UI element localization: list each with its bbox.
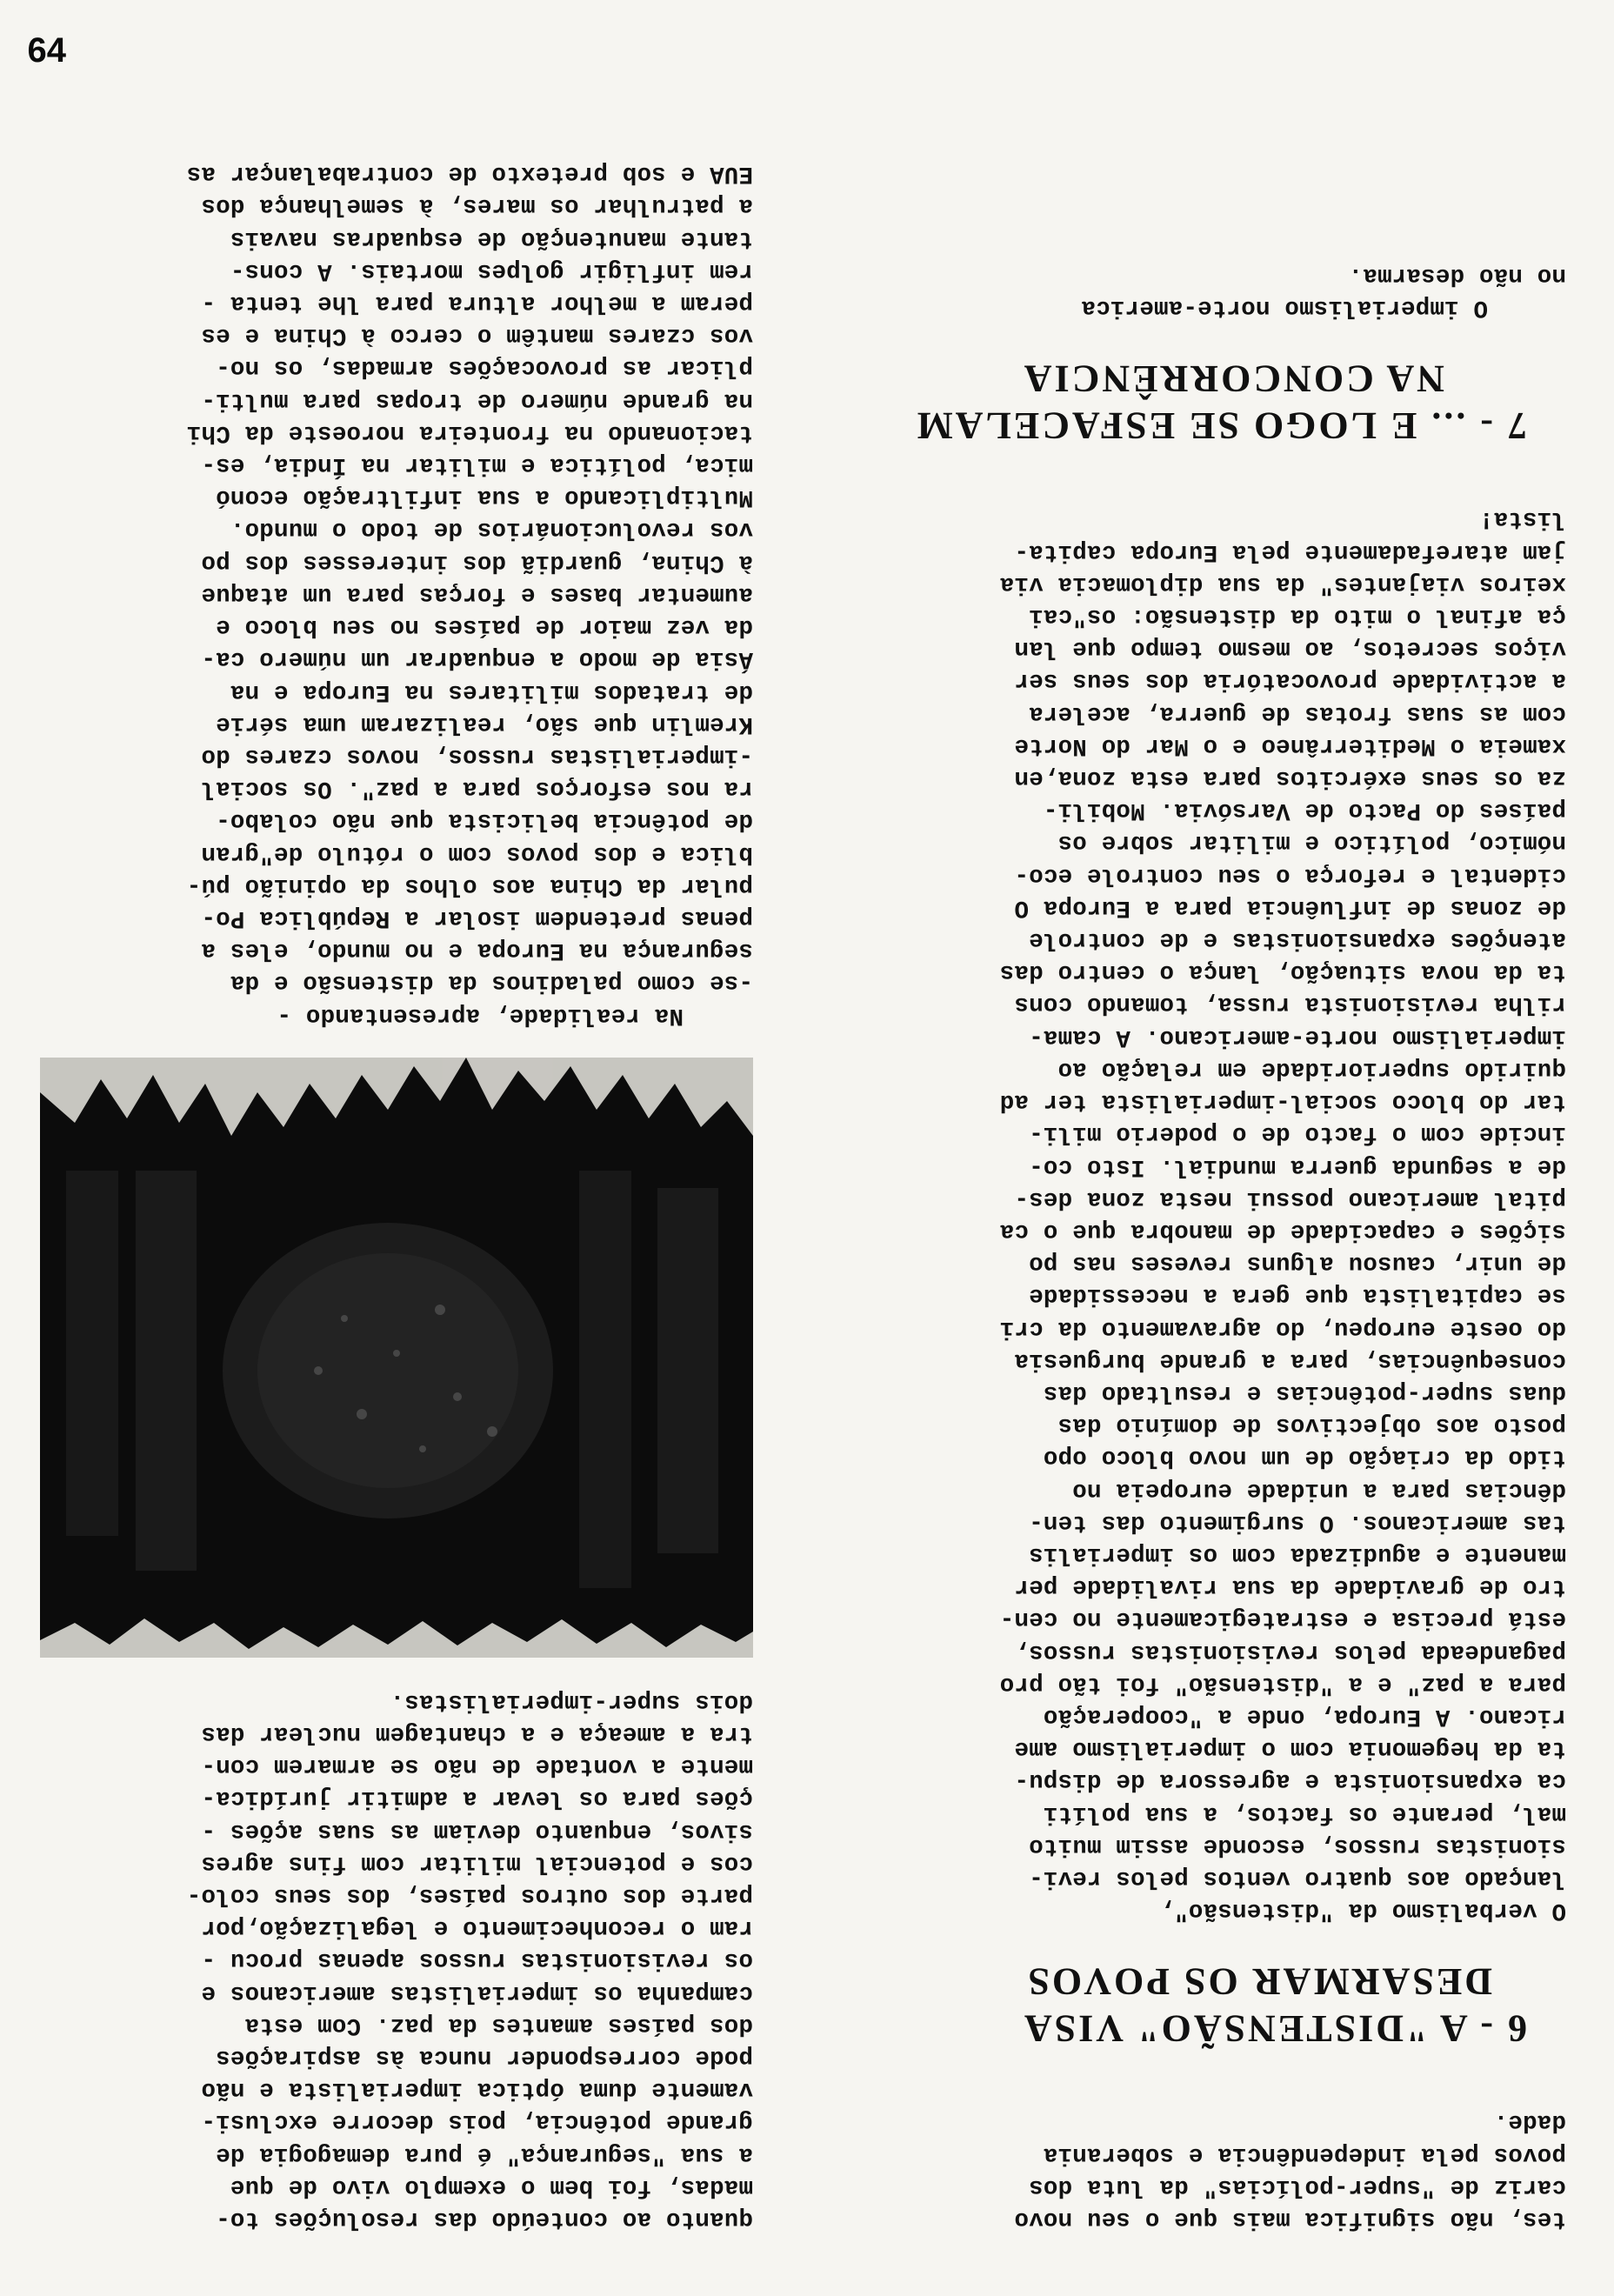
text-line: cos e potencial militar com fins agres (201, 1849, 753, 1877)
text-line: penas pretendem isolar a República Po- (201, 904, 753, 931)
text-line: Multiplicando a sua infiltração econó (216, 484, 753, 511)
text-line: ricano. A Europa, onde a "cooperação (1043, 1702, 1566, 1730)
text-line: pital americano possui nesta zona des- (1014, 1185, 1566, 1212)
right-column (40, 157, 753, 2235)
section-6-title-line-2: DESARMAR OS POVOS (1025, 1960, 1492, 2004)
text-line: sivos, enquanto deviam as suas ações - (201, 1817, 753, 1845)
text-line: tar do bloco social-imperialista ter ad (999, 1088, 1566, 1116)
section-7-title-line-2: NA CONCORRÊNCIA (1021, 357, 1444, 401)
text-line: na grande número de tropas para multi- (201, 386, 753, 414)
text-line: segurança na Europa e no mundo, eles a (201, 937, 753, 964)
page-number: 64 (28, 31, 67, 70)
text-line: EUA e sob pretexto de contrabalançar as (186, 160, 753, 188)
section-6-prev-tail (792, 2106, 1566, 2235)
text-line: xameia o Mediterrâneo e o Mar do Norte (1014, 731, 1566, 759)
text-line: dos países amantes da paz. Com esta (244, 2011, 753, 2039)
text-line: jam atarefadamente pela Europa capita- (1014, 537, 1566, 565)
section-6-title-line-1: 6 - A "DISTENSÃO" VISA (1021, 2007, 1527, 2051)
text-line: a patrulhar os mares, à semelhança dos (201, 192, 753, 220)
text-line: se capitalista que gera a necessidade (1029, 1282, 1566, 1310)
text-line: de potência belicista que não colabo- (216, 807, 753, 835)
text-line: com as suas frotas de guerra, acelera (1029, 699, 1566, 727)
text-line: cidental e reforça o seu controle eco- (1014, 861, 1566, 889)
section-7-title-line-1: 7 - ... E LOGO SE ESFACELAM (914, 404, 1527, 448)
text-line: vos czares mantêm o cerco à China e es (201, 322, 753, 350)
text-line: sições e capacidade de manobra que o ca (999, 1217, 1566, 1245)
text-line: de tratados militares na Europa e na (230, 677, 753, 705)
text-line: O verbalismo da "distensão", (1159, 1897, 1566, 1925)
section-7-heading (792, 355, 1527, 449)
text-line: ca expansionista e agressora de dispu- (1014, 1767, 1566, 1795)
text-line: mal, perante os factos, a sua políti (1043, 1799, 1566, 1827)
text-line: vos revolucionários de todo o mundo. (230, 516, 753, 544)
text-line: no não desarma. (1348, 262, 1566, 290)
text-line: dade. (1493, 2108, 1566, 2136)
left-column (792, 259, 1566, 2235)
text-line: posto aos objectivos de domínio das (1057, 1412, 1566, 1439)
text-line: lançado aos quatro ventos pelos revi- (1029, 1864, 1566, 1892)
text-line: nómico, político e militar sobre os (1057, 829, 1566, 857)
text-line: Kremlin que são, realizaram uma série (216, 710, 753, 738)
text-line: da vez maior de países no seu bloco e (216, 613, 753, 641)
text-line: ções para os levar a admitir jurídica- (201, 1785, 753, 1812)
text-line: rilha revisionista russa, tomando cons (1014, 991, 1566, 1018)
text-line: sionistas russos, esconde assim muito (1029, 1832, 1566, 1859)
text-line: mente a vontade de não se armarem con- (201, 1752, 753, 1780)
text-line: campanha os imperialistas americanos e (201, 1979, 753, 2006)
section-6-body (792, 503, 1566, 1926)
text-line: os revisionistas russos apenas procu - (201, 1946, 753, 1974)
text-line: tes, não significa mais que o seu novo (1014, 2206, 1566, 2233)
text-line: rem infligir golpes mortais. A cons- (230, 257, 753, 284)
text-line: ra nos esforços para a paz". Os social (201, 775, 753, 803)
text-line: pode corresponder nunca às aspirações (216, 2043, 753, 2071)
section-6-heading (792, 1958, 1527, 2052)
text-line: pular da China aos olhos da opinião pú- (186, 871, 753, 899)
text-line: tas americanos. O surgimento das ten- (1029, 1508, 1566, 1536)
text-line: manente e agudizada com os imperialis (1029, 1540, 1566, 1568)
text-line: a actividade provocatória dos seus ser (1014, 667, 1566, 695)
text-line: blica e dos povos com o rótulo de"gran (201, 839, 753, 867)
text-line: dências para a unidade europeia no (1072, 1476, 1566, 1504)
text-line: madas, foi bem o exemplo vivo de que (230, 2173, 753, 2200)
text-line: pagandeada pelos revisionistas russos, (1014, 1638, 1566, 1665)
text-line: O imperialismo norte-america (1081, 294, 1488, 322)
text-line: grande potência, pois decorre exclusi- (201, 2108, 753, 2136)
text-line: parte dos outros países, dos seus colo- (186, 1881, 753, 1909)
text-line: tra a ameaça e a chantagem nuclear das (201, 1719, 753, 1747)
text-line: Na realidade, apresentando - (277, 1001, 684, 1029)
right-text-top (40, 1685, 753, 2235)
text-line: mica, política e militar na Índia, es- (201, 451, 753, 479)
text-line: do oeste europeu, do agravamento da cri (999, 1314, 1566, 1342)
text-line: consequências, para a grande burguesia (1014, 1346, 1566, 1374)
text-line: a sua "segurança" é pura demagogia de (216, 2140, 753, 2168)
text-line: duas super-potências e resultado das (1043, 1378, 1566, 1406)
text-line: tacionando na fronteira noroeste da Chi (186, 418, 753, 446)
text-line: plicar as provocações armadas, os no- (216, 354, 753, 382)
text-line: ta da nova situação, lança o centro das (999, 958, 1566, 986)
text-line: de a segunda guerra mundial. Isto co- (1029, 1152, 1566, 1180)
text-line: de unir, causou alguns reveses nas po (1029, 1250, 1566, 1278)
text-line: ram o reconhecimento e legalização,por (201, 1914, 753, 1942)
text-line: tante manutenção de esquadras navais (230, 224, 753, 252)
text-line: tido da criação de um novo bloco opo (1043, 1444, 1566, 1472)
text-line: de zonas de influência para a Europa O (1014, 893, 1566, 921)
text-line: quirido superioridade em relação ao (1057, 1055, 1566, 1083)
text-line: za os seus exércitos para esta zona,en (1014, 764, 1566, 792)
text-line: xeiros viajantes" da sua diplomacia via (999, 570, 1566, 597)
text-line: -imperialistas russos, novos czares do (201, 742, 753, 770)
text-line: -se como paladinos da distensão e da (230, 969, 753, 997)
text-line: tro de gravidade da sua rivalidade per (1014, 1573, 1566, 1601)
text-line: ta da hegemonia com o imperialismo ame (1014, 1735, 1566, 1763)
text-line: Ásia de modo a enquadrar um número ca- (201, 645, 753, 673)
text-line: vamente duma óptica imperialista e não (201, 2076, 753, 2104)
text-line: viços secretos, ao mesmo tempo que lan (1014, 635, 1566, 663)
photo-illustration (40, 1058, 753, 1658)
text-line: países do Pacto de Varsóvia. Mobili- (1043, 797, 1566, 824)
text-line: dois super-imperialistas. (390, 1687, 753, 1715)
text-line: imperialismo norte-americano. A cama- (1029, 1023, 1566, 1051)
text-line: atenções expansionistas e de controle (1029, 926, 1566, 954)
text-line: está precisa e estrategicamente no cen- (999, 1605, 1566, 1633)
text-line: quanto ao conteúdo das resoluções to- (216, 2206, 753, 2233)
text-line: cariz de "super-polícias" da luta dos (1029, 2173, 1566, 2200)
text-line: ça afinal o mito da distensão: os"cai (1029, 603, 1566, 631)
text-line: povos pela independência e soberania (1043, 2140, 1566, 2168)
right-text-bottom (40, 157, 753, 1031)
text-line: peram a melhor altura para lhe tenta - (201, 290, 753, 317)
text-line: para a paz" e a "distensão" foi tão pro (999, 1670, 1566, 1698)
photo-graphic (40, 1058, 753, 1658)
section-7-body (792, 259, 1566, 324)
text-line: incide com o facto de o poderio mili- (1029, 1120, 1566, 1148)
text-line: lista! (1478, 505, 1566, 533)
text-line: aumentar bases e forças para um ataque (201, 580, 753, 608)
text-line: à China, guardiã dos interesses dos po (201, 548, 753, 576)
